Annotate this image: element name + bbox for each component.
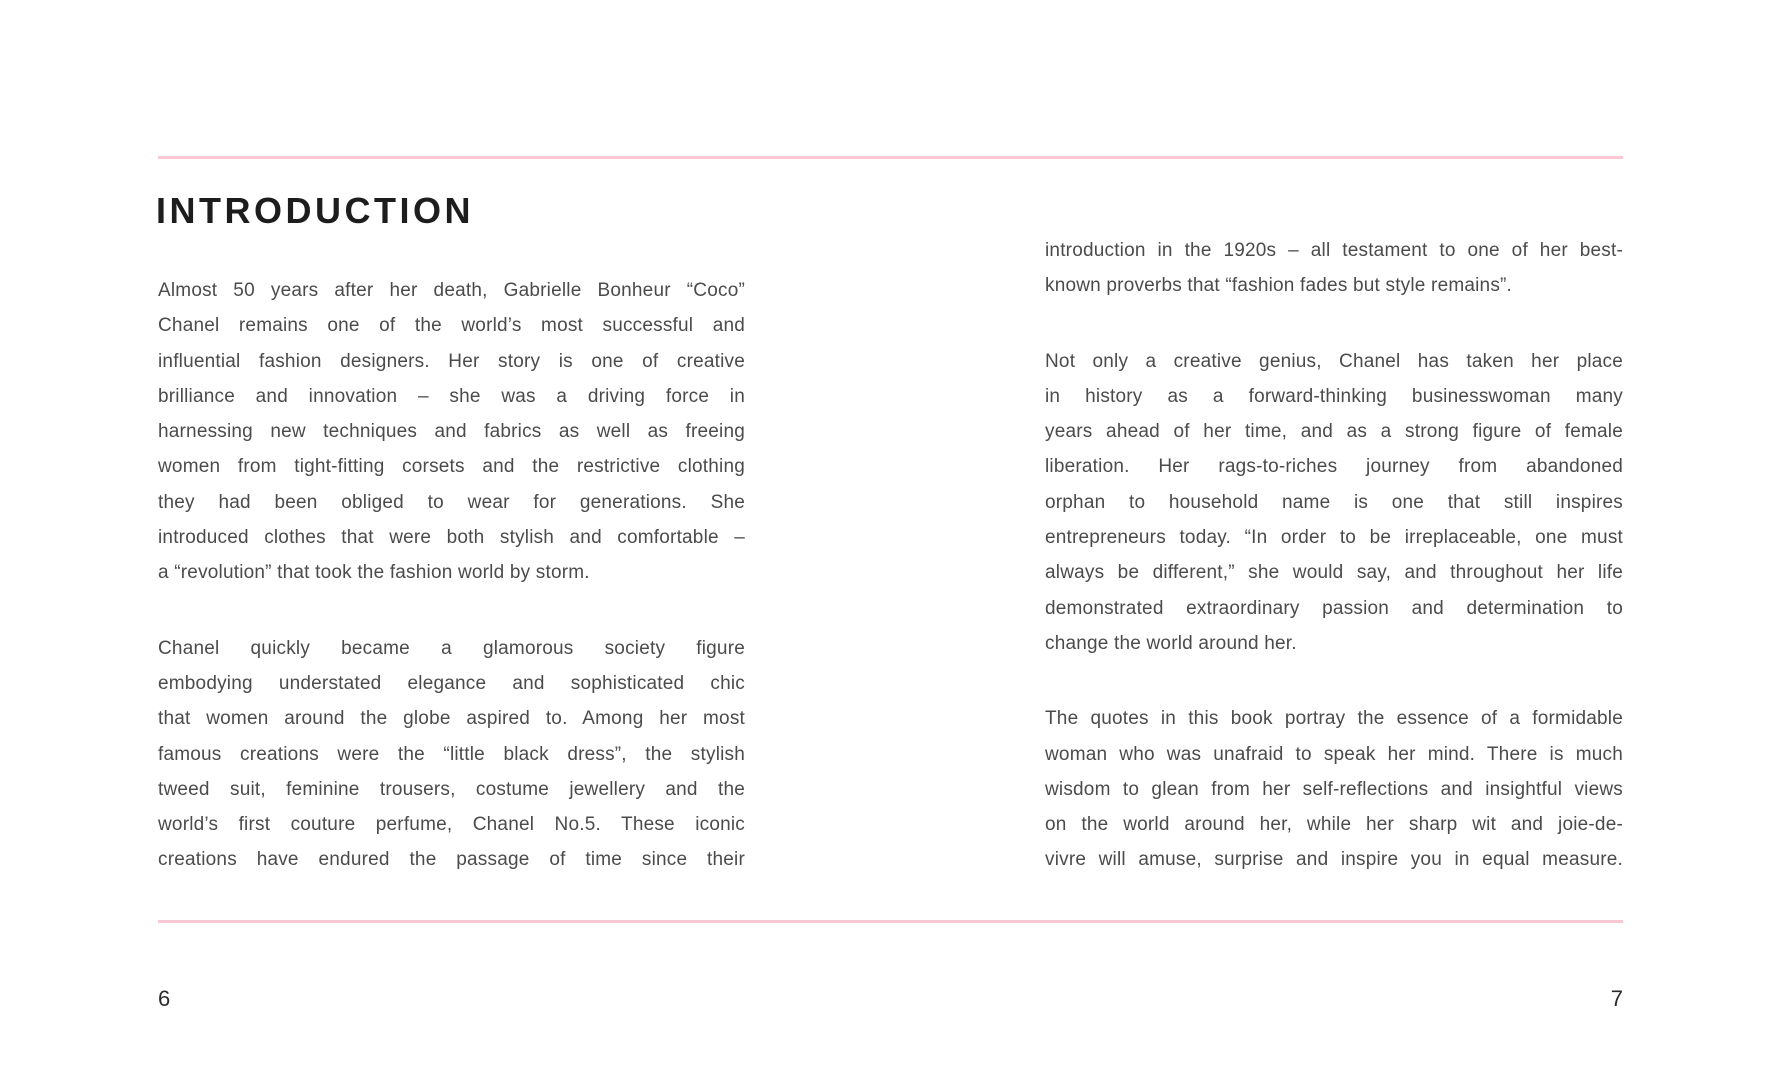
- text-line: introduction in the 1920s – all testament to one of her best-: [1045, 240, 1623, 261]
- left-page-text-column: [158, 273, 745, 878]
- text-line: known proverbs that “fashion fades but style remains”.: [1045, 275, 1513, 297]
- paragraph: [1045, 701, 1623, 877]
- text-line: a “revolution” that took the fashion world by storm.: [158, 562, 590, 584]
- chapter-heading: INTRODUCTION: [156, 190, 474, 231]
- text-line: tweed suit, feminine trousers, costume jewellery and the: [158, 778, 745, 800]
- text-line: introduced clothes that were both stylish and comfortable –: [158, 527, 745, 549]
- paragraph: [158, 273, 745, 591]
- text-line: they had been obliged to wear for generations. She: [158, 491, 745, 513]
- text-line: harnessing new techniques and fabrics as well as freeing: [158, 421, 745, 443]
- text-line: years ahead of her time, and as a strong figure of female: [1045, 421, 1623, 443]
- text-line: famous creations were the “little black dress”, the stylish: [158, 743, 745, 765]
- text-line: orphan to household name is one that still inspires: [1045, 491, 1623, 513]
- text-line: Almost 50 years after her death, Gabrielle Bonheur “Coco”: [158, 280, 745, 301]
- text-line: woman who was unafraid to speak her mind. There is much: [1045, 743, 1623, 765]
- text-line: demonstrated extraordinary passion and determination to: [1045, 597, 1623, 619]
- text-line: women from tight-fitting corsets and the restrictive clothing: [158, 456, 745, 478]
- text-line: wisdom to glean from her self-reflections and insightful views: [1045, 778, 1623, 800]
- text-line: in history as a forward-thinking businesswoman many: [1045, 385, 1623, 407]
- top-divider-rule: [158, 156, 1623, 159]
- text-line: The quotes in this book portray the essence of a formidable: [1045, 708, 1623, 730]
- text-line: entrepreneurs today. “In order to be irreplaceable, one must: [1045, 527, 1623, 549]
- page-number-right: 7: [1610, 986, 1623, 1011]
- text-line: that women around the globe aspired to. Among her most: [158, 708, 745, 730]
- text-line: brilliance and innovation – she was a driving force in: [158, 385, 745, 407]
- page-number-left: 6: [158, 986, 171, 1011]
- text-line: influential fashion designers. Her story is one of creative: [158, 350, 745, 372]
- text-line: Chanel remains one of the world’s most successful and: [158, 315, 745, 337]
- text-line: creations have endured the passage of time since their: [158, 849, 745, 871]
- text-line: always be different,” she would say, and throughout her life: [1045, 562, 1623, 584]
- paragraph: [1045, 233, 1623, 304]
- text-line: Not only a creative genius, Chanel has taken her place: [1045, 350, 1623, 372]
- paragraph: [158, 631, 745, 878]
- text-line: world’s first couture perfume, Chanel No.5. These iconic: [158, 814, 745, 836]
- text-line: change the world around her.: [1045, 632, 1297, 654]
- paragraph: [1045, 344, 1623, 662]
- text-line: vivre will amuse, surprise and inspire you in equal measure.: [1045, 849, 1623, 871]
- text-line: embodying understated elegance and sophisticated chic: [158, 672, 745, 694]
- text-line: on the world around her, while her sharp wit and joie-de-: [1045, 814, 1623, 836]
- bottom-divider-rule: [158, 920, 1623, 923]
- text-line: Chanel quickly became a glamorous society figure: [158, 637, 745, 659]
- right-page-text-column: [1045, 233, 1623, 878]
- text-line: liberation. Her rags-to-riches journey from abandoned: [1045, 456, 1623, 478]
